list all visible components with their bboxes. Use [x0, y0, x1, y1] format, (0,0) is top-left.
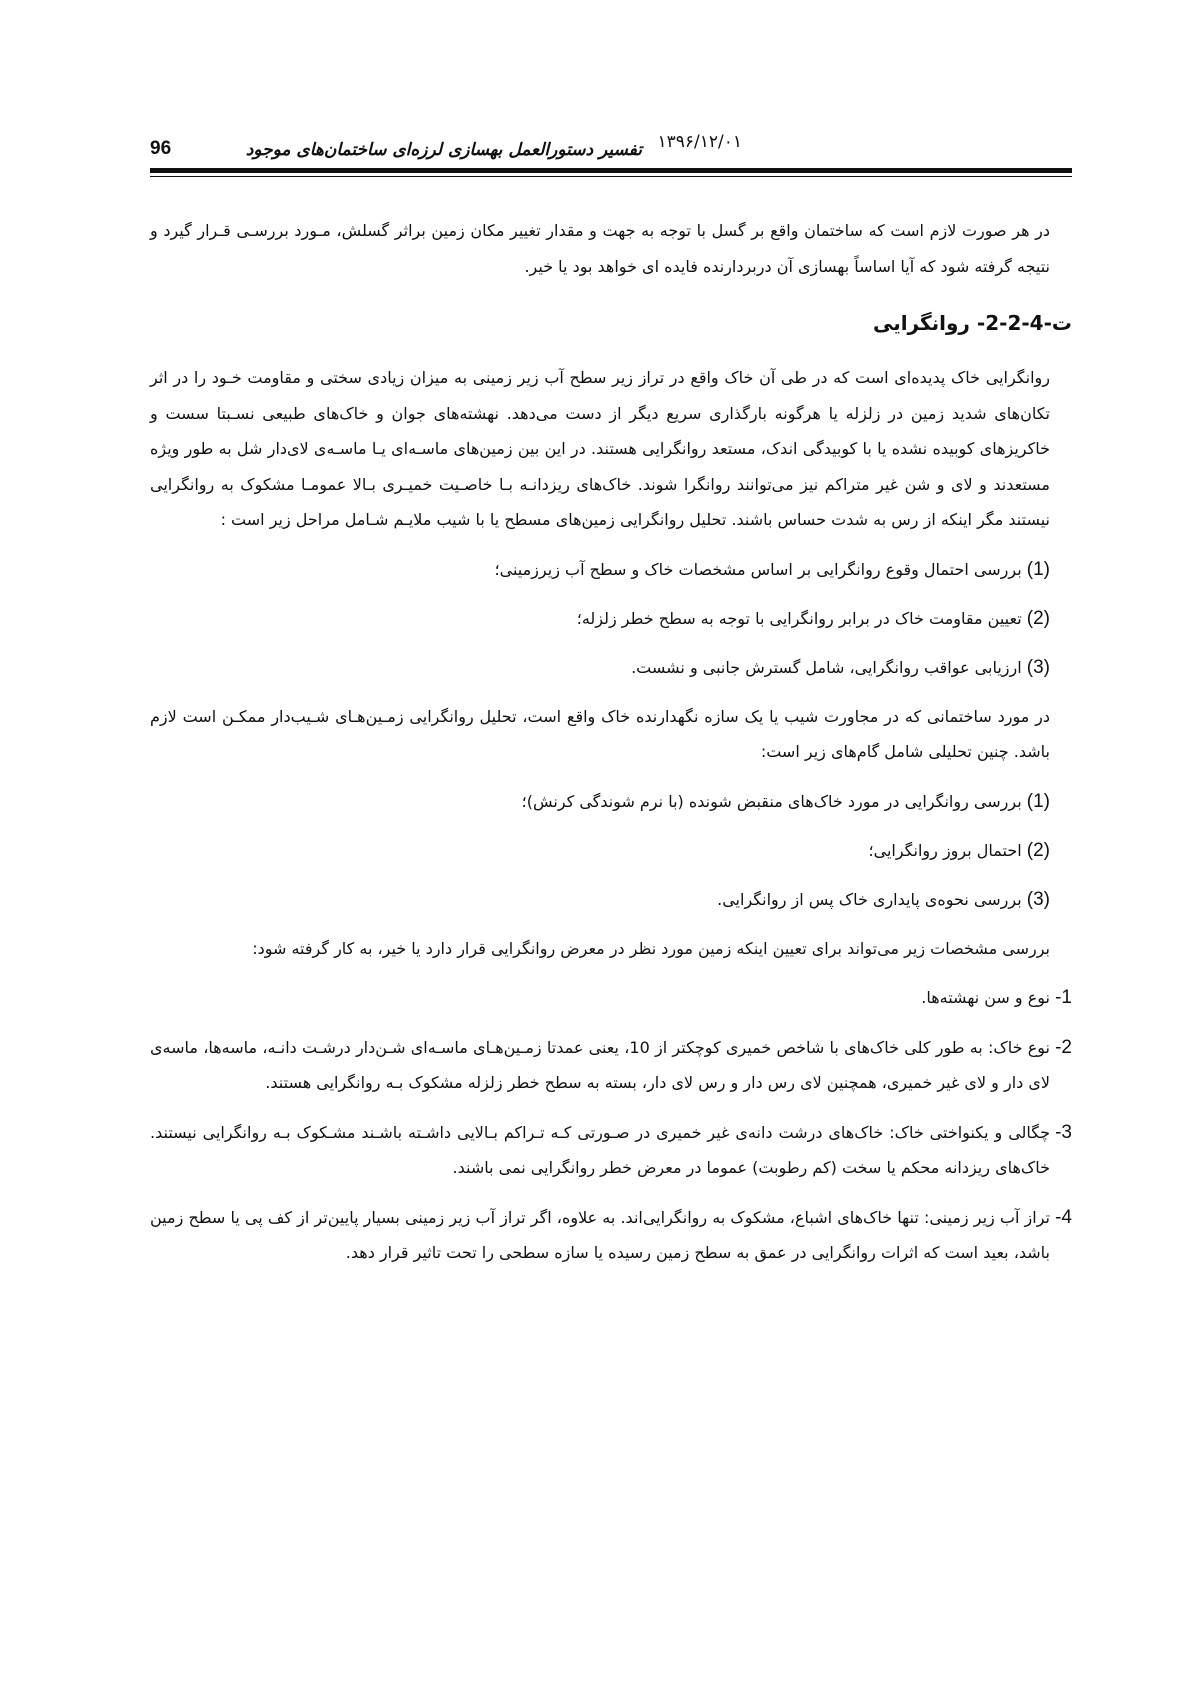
header-title: تفسیر دستورالعمل بهسازی لرزه‌ای ساختمان‌های موجود — [245, 140, 642, 160]
criteria-item-number: 2- — [1055, 1036, 1072, 1058]
list-item-number: (2) — [1026, 839, 1050, 861]
list-item-number: (3) — [1026, 656, 1050, 678]
list-item-text: ارزیابی عواقب روانگرایی، شامل گسترش جانبی و نشست. — [631, 657, 1022, 677]
list-item — [150, 784, 1072, 820]
header-rule-thick — [150, 168, 1072, 173]
list-item-number: (3) — [1026, 888, 1050, 910]
list-item-number: (2) — [1026, 607, 1050, 629]
paragraph-2: در مورد ساختمانی که در مجاورت شیب یا یک سازه نگهدارنده خاک واقع است، تحلیل روانگرایی زمـین‌هـای شـیب‌دار ممکـن است لازم باشد. چنین تحلیلی شامل گام‌های زیر است: — [150, 706, 1050, 761]
criteria-item — [150, 980, 1072, 1016]
criteria-item — [150, 1200, 1072, 1271]
header-date: ۱۳۹۶/۱۲/۰۱ — [657, 132, 742, 152]
list-item-number: (1) — [1026, 790, 1050, 812]
criteria-item-text: تراز آب زیر زمینی: تنها خاک‌های اشباع، مشکوک به روانگرایی‌اند. به علاوه، اگر تراز آب زیر زمینی بسیار پایین‌تر از کف پی یا سطح زمین باشد، بعید است که اثرات روانگرایی در عمق به سطح زمین رسیده یا سازه سطحی را تحت تاثیر قرار دهد. — [150, 1207, 1050, 1262]
list-item — [150, 601, 1072, 637]
list-item — [150, 650, 1072, 686]
list-item-text: بررسی نحوه‌ی پایداری خاک پس از روانگرایی. — [717, 889, 1022, 909]
list-item-text: بررسی روانگرایی در مورد خاک‌های منقبض شونده (با نرم شوندگی کرنش)؛ — [521, 791, 1022, 811]
list-item-text: بررسی احتمال وقوع روانگرایی بر اساس مشخصات خاک و سطح آب زیرزمینی؛ — [494, 559, 1022, 579]
paragraph-1: روانگرایی خاک پدیده‌ای است که در طی آن خاک واقع در تراز زیر سطح آب زیر زمینی به میزان زیادی سختی و مقاومت خـود را در اثر تکان‌های شدید زمین در زلزله یا هرگونه بارگذاری سریع دیگر از دست می‌دهد. نهشته‌های جوان و خاک‌های طبیعی نسـبتا سست و خاکریزهای کوبیده نشده یا با کوبیدگی اندک، مستعد روانگرایی هستند. در این بین زمین‌های ماسـه‌ای یـا ماسـه‌ی لای‌دار شل به طور ویژه مستعدند و لای و شن غیر متراکم نیز می‌توانند روانگرا شوند. خاک‌های ریزدانـه بـا خاصـیت خمیـری بـالا عمومـا مشکوک به روانگرایی نیستند مگر اینکه از رس به شدت حساس باشند. تحلیل روانگرایی زمین‌های مسطح یا با شیب ملایـم شـامل مراحل زیر است : — [150, 368, 1050, 529]
criteria-item-text: چگالی و یکنواختی خاک: خاک‌های درشت دانه‌ی غیر خمیری در صـورتی کـه تـراکم بـالایی داشـته باشـند مشـکوک بـه روانگرایی نیستند. خاک‌های ریزدانه محکم یا سخت (کم رطوبت) عموما در معرض خطر روانگرایی نمی باشند. — [150, 1122, 1050, 1177]
criteria-item-number: 1- — [1055, 987, 1072, 1008]
criteria-item — [150, 1115, 1072, 1186]
criteria-item-text: نوع و سن نهشته‌ها. — [921, 988, 1050, 1007]
running-header — [150, 130, 1072, 164]
paragraph-3: بررسی مشخصات زیر می‌تواند برای تعیین اینکه زمین مورد نظر در معرض روانگرایی قرار دارد یا خیر، به کار گرفته شود: — [252, 938, 1050, 958]
main-content — [150, 213, 1072, 1285]
list-item-text: احتمال بروز روانگرایی؛ — [868, 840, 1022, 860]
list-item-text: تعیین مقاومت خاک در برابر روانگرایی با توجه به سطح خطر زلزله؛ — [576, 608, 1022, 628]
criteria-item-number: 4- — [1055, 1206, 1072, 1228]
section-heading: ت-4-2-2- روانگرایی — [872, 311, 1072, 335]
intro-paragraph: در هر صورت لازم است که ساختمان واقع بر گسل با توجه به جهت و مقدار تغییر مکان زمین براثر گسلش، مـورد بررسـی قـرار گیرد و نتیجه گرفته شود که آیا اساساً بهسازی آن دربردارنده فایده ای خواهد بود یا خیر. — [150, 221, 1050, 276]
list-item — [150, 552, 1072, 588]
list-item-number: (1) — [1026, 558, 1050, 580]
criteria-item-text: نوع خاک: به طور کلی خاک‌های با شاخص خمیری کوچکتر از 10، یعنی عمدتا زمـین‌هـای ماسـه‌ای شـن‌دار درشـت دانـه، ماسه‌ها، ماسه‌ی لای دار و لای غیر خمیری، همچنین لای رس دار و رس لای دار، بسته به سطح خطر زلزله مشکوک بـه روانگرایی هستند. — [150, 1037, 1050, 1092]
criteria-item-number: 3- — [1055, 1121, 1072, 1143]
list-item — [150, 833, 1072, 869]
page-number: 96 — [150, 138, 172, 159]
list-item — [150, 882, 1072, 918]
header-rule-thin — [150, 176, 1072, 177]
criteria-item — [150, 1030, 1072, 1101]
